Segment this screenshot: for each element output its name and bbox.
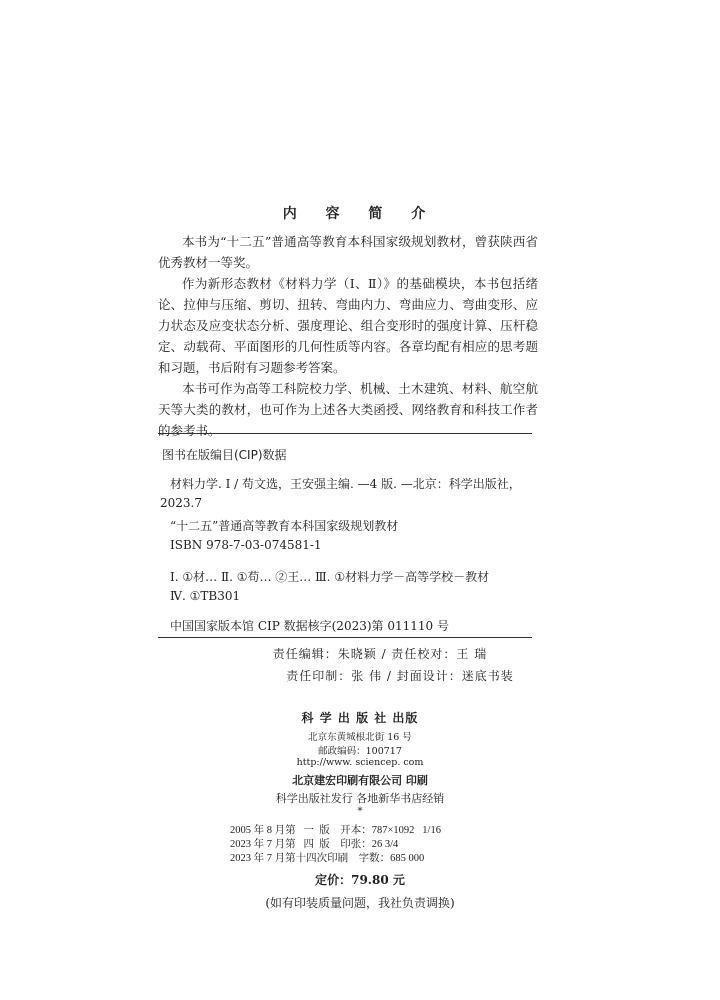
quality-note: (如有印装质量问题，我社负责调换) (265, 896, 455, 910)
printer-name: 北京建宏印刷有限公司 印刷 (292, 774, 428, 787)
summary-paragraph-2: 作为新形态教材《材料力学（Ⅰ、Ⅱ）》的基础模块，本书包括绪论、拉伸与压缩、剪切、扭转、弯曲内力、弯曲应力、弯曲变形、应力状态及应变状态分析、强度理论、组合变形时的强度计算、压杆稳定、动载荷、平面图形的几何性质等内容。各章均配有相应的思考题和习题，书后附有习题参考答案。 (158, 276, 538, 375)
cip-line-number: 中国国家版本馆 CIP 数据核字(2023)第 011110 号 (170, 619, 449, 633)
cip-line-isbn: ISBN 978-7-03-074581-1 (170, 538, 322, 552)
cip-bottom-rule (158, 637, 532, 638)
edition-line-1: 2005 年 8 月第 一 版 开本：787×1092 1/16 (230, 825, 441, 836)
cip-line-tb: Ⅳ. ①TB301 (170, 589, 241, 603)
credits-print: 责任印制：张 伟 / 封面设计：迷底书装 (286, 669, 514, 683)
separator-star: * (357, 806, 363, 817)
cip-line-series: “十二五”普通高等教育本科国家级规划教材 (170, 519, 399, 533)
cip-top-rule (158, 433, 532, 434)
summary-paragraph-1: 本书为“十二五”普通高等教育本科国家级规划教材，曾获陕西省优秀教材一等奖。 (158, 234, 538, 270)
edition-line-2: 2023 年 7 月第 四 版 印张：26 3/4 (230, 839, 399, 850)
cip-line-title: 材料力学. Ⅰ / 苟文选，王安强主编. —4 版. —北京：科学出版社， (170, 477, 521, 491)
summary-paragraph-3: 本书可作为高等工科院校力学、机械、土木建筑、材料、航空航天等大类的教材，也可作为上述各大类函授、网络教育和科技工作者的参考书。 (158, 381, 538, 438)
distribution-line: 科学出版社发行 各地新华书店经销 (275, 792, 445, 805)
cip-line-year: 2023.7 (160, 496, 202, 510)
cip-line-classification: Ⅰ. ①材… Ⅱ. ①苟… ②王… Ⅲ. ①材料力学－高等学校－教材 (170, 570, 490, 584)
publisher-postcode: 邮政编码：100717 (318, 746, 402, 757)
credits-editor: 责任编辑：朱晓颖 / 责任校对：王 瑞 (272, 647, 488, 661)
summary-title: 内 容 简 介 (282, 206, 438, 222)
cip-heading: 图书在版编目(CIP)数据 (162, 448, 287, 462)
price-label: 定价：79.80 元 (315, 873, 405, 887)
publisher-url: http://www. sciencep. com (296, 757, 424, 768)
edition-line-3: 2023 年 7 月第十四次印刷 字数：685 000 (230, 853, 425, 864)
publisher-address: 北京东黄城根北街 16 号 (308, 732, 412, 743)
publisher-name: 科 学 出 版 社 出版 (301, 711, 419, 725)
